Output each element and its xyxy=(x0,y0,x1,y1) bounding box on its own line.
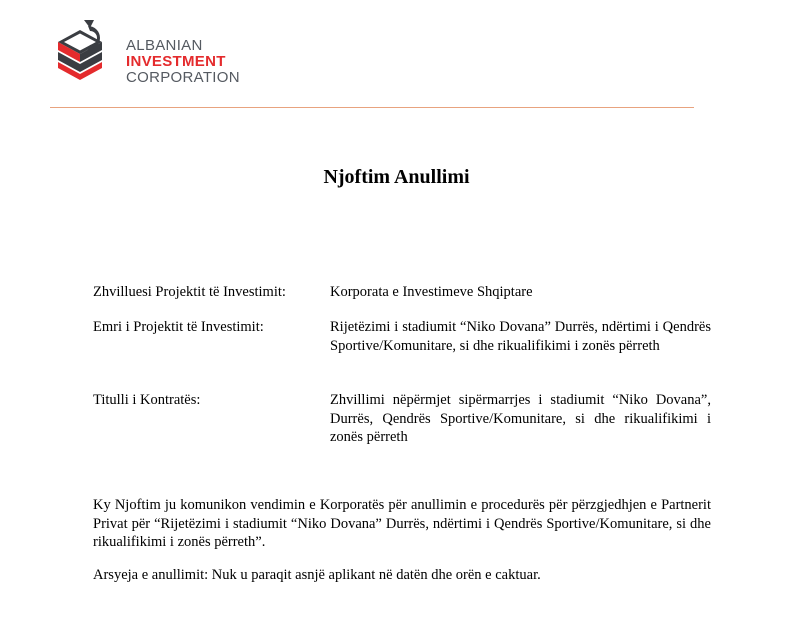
field-label: Emri i Projektit të Investimit: xyxy=(93,319,264,335)
notice-paragraph: Ky Njoftim ju komunikon vendimin e Korporatës për anullimin e procedurës për përzgjedhjen e Partnerit Privat për “Rijetëzimi i stadiumit “Niko Dovana” Durrës, ndërtimi i Qendrës Sportive/Komunitare, si dhe rikualifikimi i zonës përreth”. xyxy=(93,497,711,550)
field-value: Rijetëzimi i stadiumit “Niko Dovana” Durrës, ndërtimi i Qendrës Sportive/Komunitare, si dhe rikualifikimi i zonës përreth xyxy=(330,319,711,354)
logo-line-3: CORPORATION xyxy=(126,69,240,86)
header-divider xyxy=(50,107,694,108)
logo-line-2: INVESTMENT xyxy=(126,53,226,70)
logo-wordmark xyxy=(126,38,240,86)
logo-line-1: ALBANIAN xyxy=(126,37,203,54)
field-value: Zhvillimi nëpërmjet sipërmarrjes i stadiumit “Niko Dovana”, Durrës, Qendrës Sportive/Komunitare, si dhe rikualifikimi i zonës përreth xyxy=(330,392,711,445)
field-label: Zhvilluesi Projektit të Investimit: xyxy=(93,284,286,300)
document-title: Njoftim Anullimi xyxy=(323,166,470,188)
field-label: Titulli i Kontratës: xyxy=(93,392,201,408)
logo-mark-icon xyxy=(54,18,120,84)
company-logo xyxy=(54,18,244,90)
field-value: Korporata e Investimeve Shqiptare xyxy=(330,284,533,300)
cancellation-reason: Arsyeja e anullimit: Nuk u paraqit asnjë aplikant në datën dhe orën e caktuar. xyxy=(93,567,541,583)
